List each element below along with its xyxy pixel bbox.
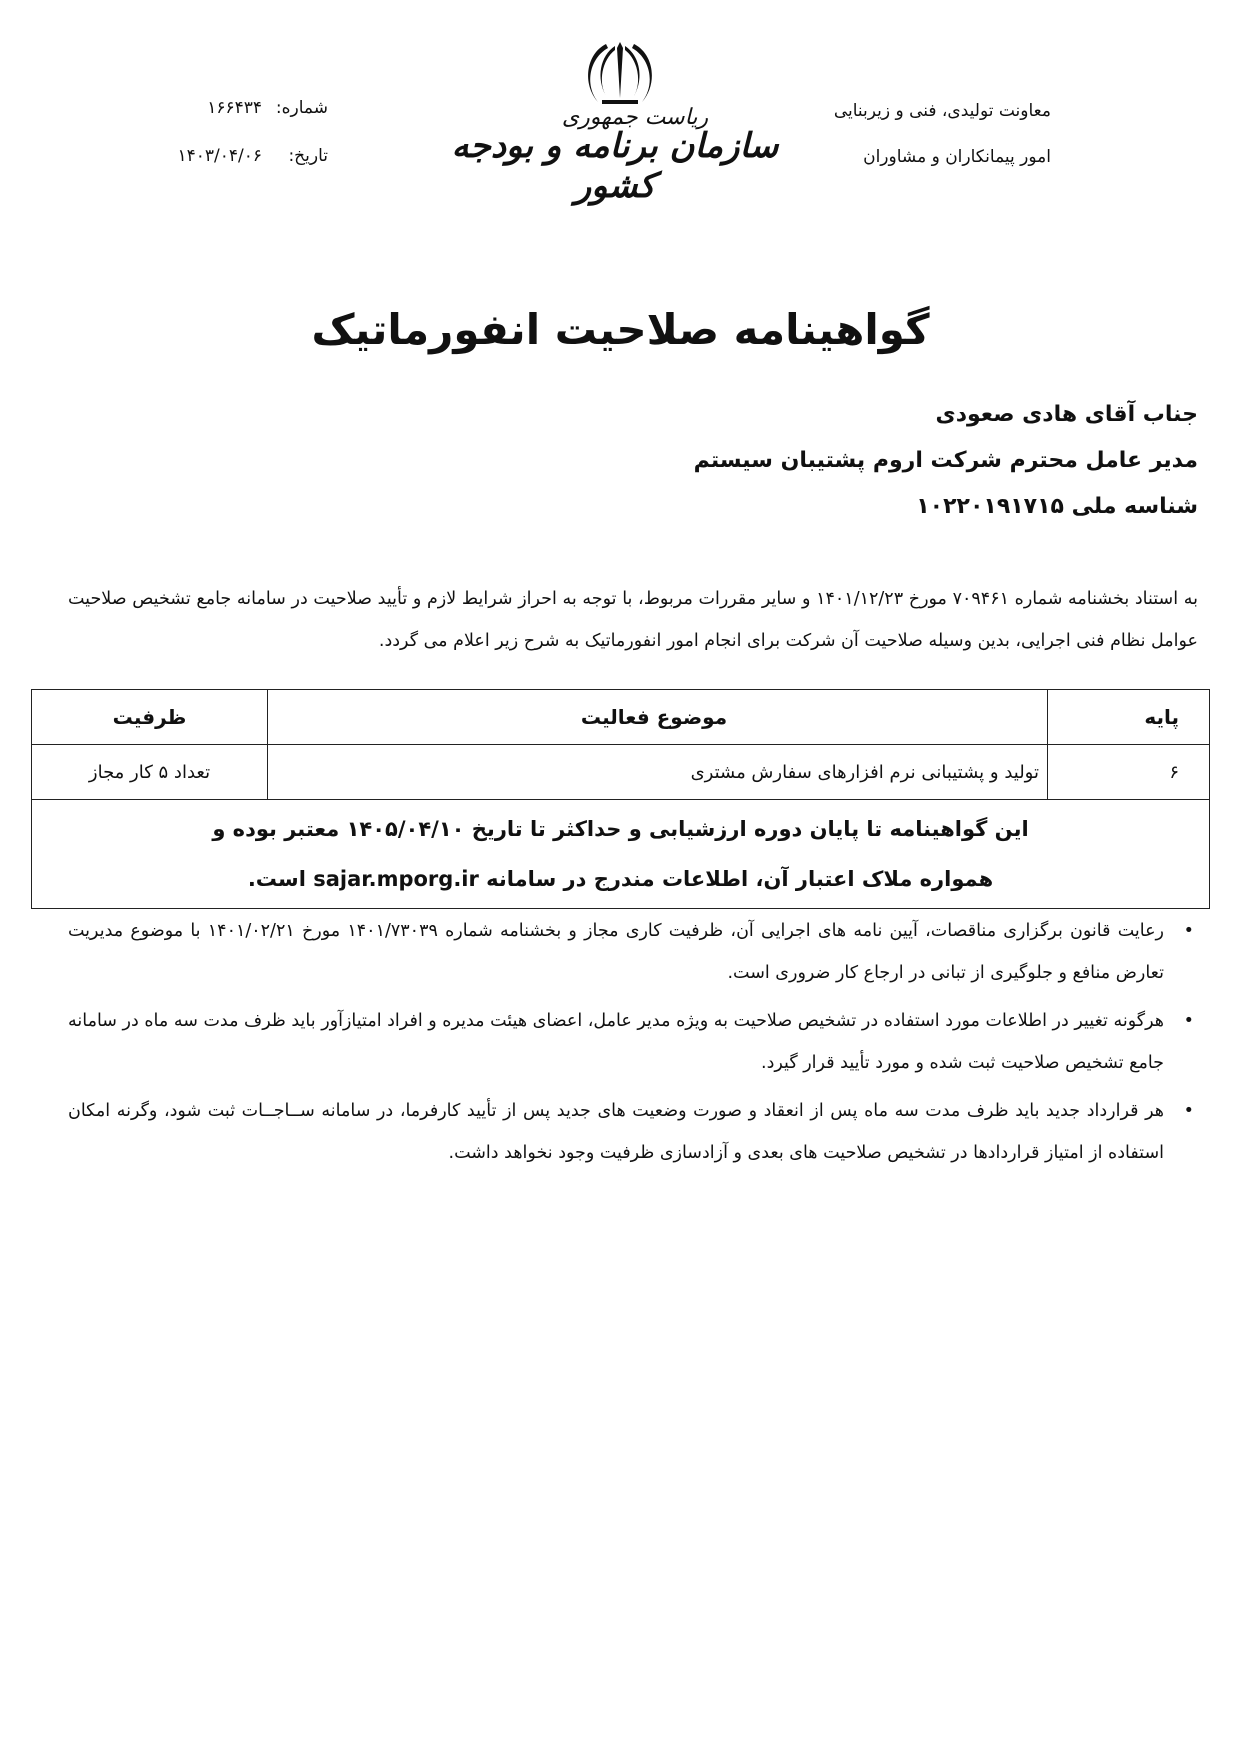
department-line-1: معاونت تولیدی، فنی و زیربنایی — [833, 101, 1051, 121]
body-paragraph: به استناد بخشنامه شماره ۷۰۹۴۶۱ مورخ ۱۴۰۱/۱۲/۲۳ و سایر مقررات مربوط، با توجه به احراز شرایط لازم و تأیید صلاحیت در سامانه جامع تشخیص صلاحیت عوامل نظام فنی اجرایی، بدین وسیله صلاحیت آن شرکت برای انجام امور انفورماتیک به شرح زیر اعلام می گردد. — [68, 589, 1198, 651]
letter-date-row — [128, 132, 328, 180]
table-header-row — [32, 690, 1210, 745]
validity-note — [32, 800, 1210, 909]
qualification-table — [31, 689, 1210, 909]
list-item — [68, 910, 1198, 994]
department-header — [751, 88, 1051, 180]
table-row — [32, 745, 1210, 800]
organization-logotype — [450, 105, 780, 206]
row-base: ۶ — [1048, 745, 1210, 800]
rule-text: رعایت قانون برگزاری مناقصات، آیین نامه های اجرایی آن، ظرفیت کاری مجاز و بخشنامه شماره ۱۴۰۱/۷۳۰۳۹ مورخ ۱۴۰۱/۰۲/۲۱ با موضوع مدیریت تعارض منافع و جلوگیری از تبانی در ارجاع کار ضروری است. — [68, 921, 1164, 983]
document-title: گواهینامه صلاحیت انفورماتیک — [311, 305, 930, 354]
validity-note-line-2: همواره ملاک اعتبار آن، اطلاعات مندرج در سامانه sajar.mporg.ir است. — [247, 867, 994, 891]
header-capacity: ظرفیت — [32, 690, 268, 745]
header-subject: موضوع فعالیت — [268, 690, 1048, 745]
rule-text: هر قرارداد جدید باید ظرف مدت سه ماه پس از انعقاد و صورت وضعیت های جدید پس از تأیید کارفرما، در سامانه ســاجــات ثبت شود، وگرنه امکان استفاده از امتیاز قراردادها در تشخیص صلاحیت های بعدی و آزادسازی ظرفیت وجود نخواهد داشت. — [68, 1101, 1164, 1163]
organization-sub: ریاست جمهوری — [561, 105, 709, 130]
addressee-name: جناب آقای هادی صعودی — [935, 402, 1198, 427]
addressee-national-id: شناسه ملی ۱۰۲۲۰۱۹۱۷۱۵ — [916, 494, 1198, 519]
row-subject: تولید و پشتیبانی نرم افزارهای سفارش مشتری — [268, 745, 1048, 800]
bullet-icon: • — [1183, 1101, 1194, 1121]
row-capacity: تعداد ۵ کار مجاز — [32, 745, 268, 800]
list-item — [68, 1090, 1198, 1174]
bullet-icon: • — [1183, 1011, 1194, 1031]
validity-note-line-1: این گواهینامه تا پایان دوره ارزشیابی و حداکثر تا تاریخ ۱۴۰۵/۰۴/۱۰ معتبر بوده و — [212, 817, 1029, 841]
rule-text: هرگونه تغییر در اطلاعات مورد استفاده در تشخیص صلاحیت به ویژه مدیر عامل، اعضای هیئت مدیره و افراد امتیازآور باید ظرف مدت سه ماه در سامانه جامع تشخیص صلاحیت ثبت شده و مورد تأیید قرار گیرد. — [68, 1011, 1164, 1073]
rules-list — [68, 910, 1198, 1180]
letter-date-value: ۱۴۰۳/۰۴/۰۶ — [177, 146, 262, 166]
addressee-position: مدیر عامل محترم شرکت اروم پشتیبان سیستم — [693, 448, 1198, 473]
header-base: پایه — [1048, 690, 1210, 745]
bullet-icon: • — [1183, 921, 1194, 941]
letter-number-value: ۱۶۶۴۳۴ — [207, 98, 262, 118]
letter-date-label: تاریخ: — [288, 146, 328, 166]
list-item — [68, 1000, 1198, 1084]
department-line-2: امور پیمانکاران و مشاوران — [863, 147, 1051, 167]
letter-number-label: شماره: — [275, 98, 328, 118]
letter-number-row — [128, 84, 328, 132]
addressee-block — [298, 392, 1198, 530]
organization-name: سازمان برنامه و بودجه کشور — [451, 126, 779, 206]
validity-note-row — [32, 800, 1210, 909]
letter-meta — [128, 84, 328, 180]
